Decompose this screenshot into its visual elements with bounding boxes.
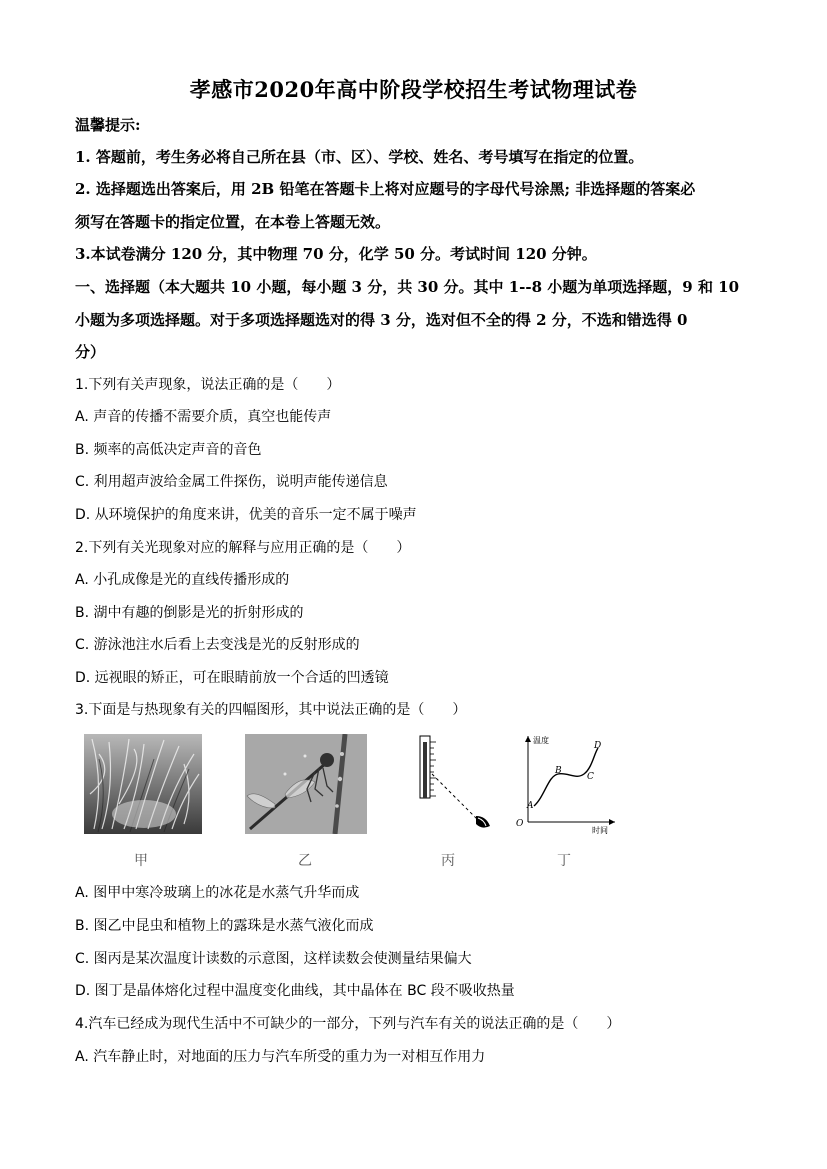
question-2-option-b: B. 湖中有趣的倒影是光的折射形成的 xyxy=(75,605,304,621)
notice-item-1: 1. 答题前，考生务必将自己所在县（市、区）、学校、姓名、考号填写在指定的位置。 xyxy=(75,148,644,166)
notice-item-2-line-2: 须写在答题卡的指定位置，在本卷上答题无效。 xyxy=(75,213,391,231)
frost-photo-image xyxy=(84,734,202,834)
notice-item-2-line-1: 2. 选择题选出答案后，用 2B 铅笔在答题卡上将对应题号的字母代号涂黑; 非选择题的答案必 xyxy=(75,180,696,198)
question-3-option-b: B. 图乙中昆虫和植物上的露珠是水蒸气液化而成 xyxy=(75,918,374,934)
question-2-option-c: C. 游泳池注水后看上去变浅是光的反射形成的 xyxy=(75,637,360,653)
graph-x-axis-label: 时间 xyxy=(592,826,608,834)
graph-point-a-label: A xyxy=(527,801,534,811)
melting-curve-graph xyxy=(510,734,620,834)
figure-caption-bing: 丙 xyxy=(441,853,455,869)
graph-y-axis-label: 温度 xyxy=(533,736,549,745)
question-3-option-c: C. 图丙是某次温度计读数的示意图，这样读数会使测量结果偏大 xyxy=(75,951,472,967)
graph-point-d-label: D xyxy=(594,741,602,751)
figure-caption-jia: 甲 xyxy=(134,853,148,869)
question-4-option-a: A. 汽车静止时，对地面的压力与汽车所受的重力为一对相互作用力 xyxy=(75,1049,486,1065)
graph-point-c-label: C xyxy=(587,772,594,782)
question-1-option-a: A. 声音的传播不需要介质，真空也能传声 xyxy=(75,409,332,425)
section-heading-line-2: 小题为多项选择题。对于多项选择题选对的得 3 分，选对但不全的得 2 分，不选和错选得 0 xyxy=(75,311,688,329)
graph-point-b-label: B xyxy=(555,766,562,776)
section-heading-line-3: 分） xyxy=(75,343,106,361)
dragonfly-photo-image xyxy=(245,734,367,834)
notice-item-3: 3.本试卷满分 120 分，其中物理 70 分，化学 50 分。考试时间 120 分钟。 xyxy=(75,245,597,263)
question-3-option-d: D. 图丁是晶体熔化过程中温度变化曲线，其中晶体在 BC 段不吸收热量 xyxy=(75,983,515,999)
thermometer-reading-diagram xyxy=(400,734,500,844)
notice-heading: 温馨提示: xyxy=(75,116,141,134)
question-2-stem: 2.下列有关光现象对应的解释与应用正确的是（ ） xyxy=(75,540,411,556)
graph-origin-label: O xyxy=(516,819,524,829)
figure-caption-yi: 乙 xyxy=(298,853,312,869)
question-2-option-d: D. 远视眼的矫正，可在眼睛前放一个合适的凹透镜 xyxy=(75,670,389,686)
question-2-option-a: A. 小孔成像是光的直线传播形成的 xyxy=(75,572,290,588)
question-1-option-c: C. 利用超声波给金属工件探伤，说明声能传递信息 xyxy=(75,474,388,490)
page-title: 孝感市2020年高中阶段学校招生考试物理试卷 xyxy=(189,77,638,102)
question-3-option-a: A. 图甲中寒冷玻璃上的冰花是水蒸气升华而成 xyxy=(75,885,360,901)
question-1-option-d: D. 从环境保护的角度来讲，优美的音乐一定不属于噪声 xyxy=(75,507,417,523)
question-4-stem: 4.汽车已经成为现代生活中不可缺少的一部分，下列与汽车有关的说法正确的是（ ） xyxy=(75,1016,621,1032)
section-heading-line-1: 一、选择题（本大题共 10 小题，每小题 3 分，共 30 分。其中 1--8 小题为单项选择题，9 和 10 xyxy=(75,278,740,296)
figure-caption-ding: 丁 xyxy=(557,853,571,869)
question-3-stem: 3.下面是与热现象有关的四幅图形，其中说法正确的是（ ） xyxy=(75,702,467,718)
question-1-option-b: B. 频率的高低决定声音的音色 xyxy=(75,442,262,458)
question-1-stem: 1.下列有关声现象，说法正确的是（ ） xyxy=(75,377,341,393)
